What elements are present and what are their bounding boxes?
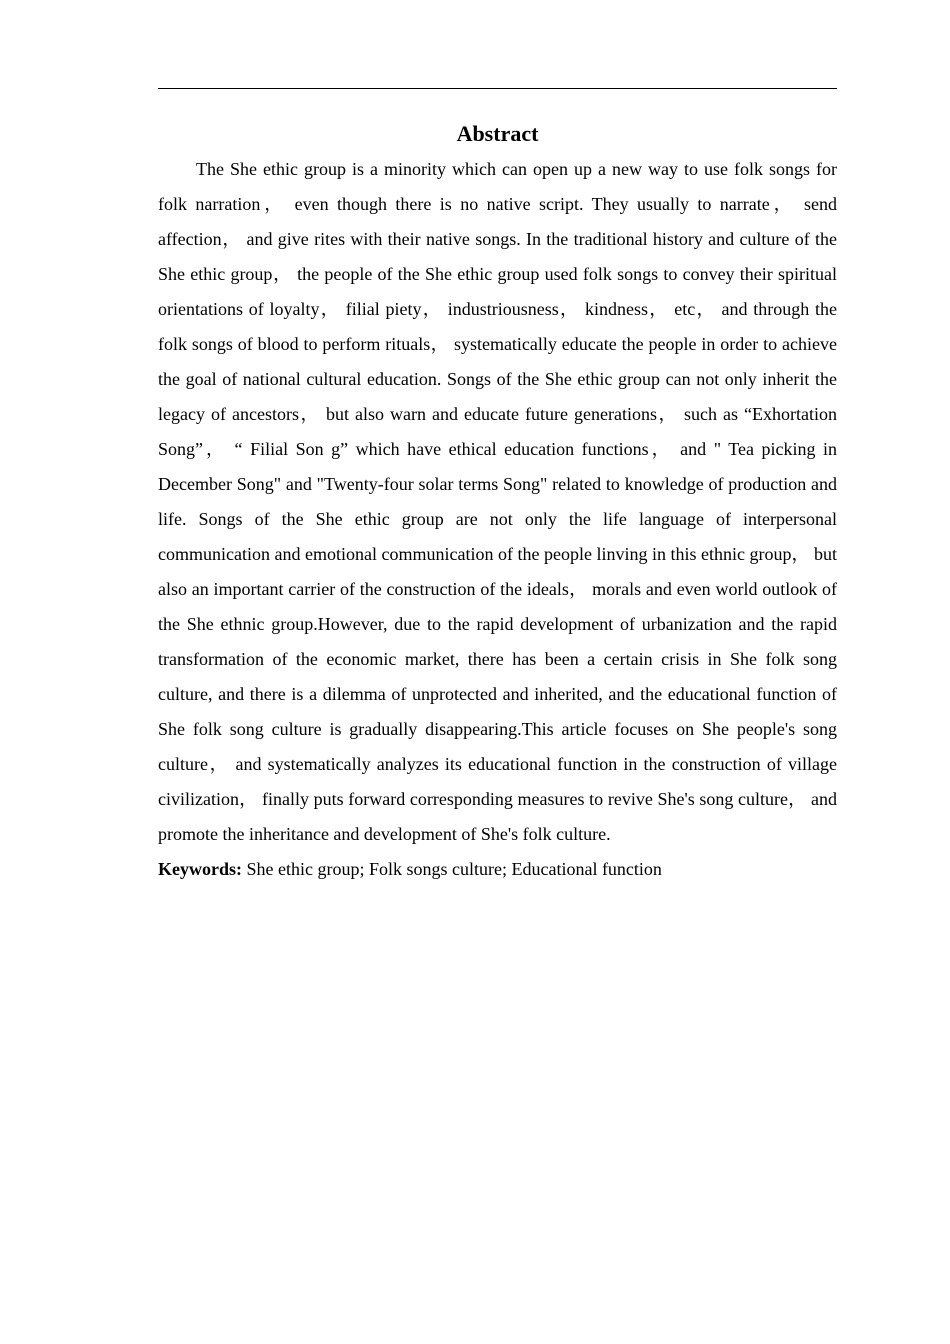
abstract-body: The She ethic group is a minority which can open up a new way to use folk songs for folk narration， even though there is no native script. They usually to narrate， send affection， and give rites with their native songs. In the traditional history and culture of the She ethic group， the people of the She ethic group used folk songs to convey their spiritual orientations of loyalty， filial piety， industriousness， kindness， etc， and through the folk songs of blood to perform rituals， systematically educate the people in order to achieve the goal of national cultural education. Songs of the She ethic group can not only inherit the legacy of ancestors， but also warn and educate future generations， such as “Exhortation Song”， “ Filial Son g” which have ethical education functions， and " Tea picking in December Song" and "Twenty-four solar terms Song" related to knowledge of production and life. Songs of the She ethic group are not only the life language of interpersonal communication and emotional communication of the people linving in this ethnic group， but also an important carrier of the construction of the ideals， morals and even world outlook of the She ethnic group.However, due to the rapid development of urbanization and the rapid transformation of the economic market, there has been a certain crisis in She folk song culture, and there is a dilemma of unprotected and inherited, and the educational function of She folk song culture is gradually disappearing.This article focuses on She people's song culture， and systematically analyzes its educational function in the construction of village civilization， finally puts forward corresponding measures to revive She's song culture， and promote the inheritance and development of She's folk culture. — [158, 159, 837, 844]
keywords-label: Keywords: — [158, 859, 242, 879]
keywords-text: She ethic group; Folk songs culture; Educational function — [242, 859, 662, 879]
keywords-line — [158, 852, 837, 887]
header-rule — [158, 88, 837, 89]
abstract-title: Abstract — [456, 121, 539, 146]
abstract-section — [158, 116, 837, 887]
